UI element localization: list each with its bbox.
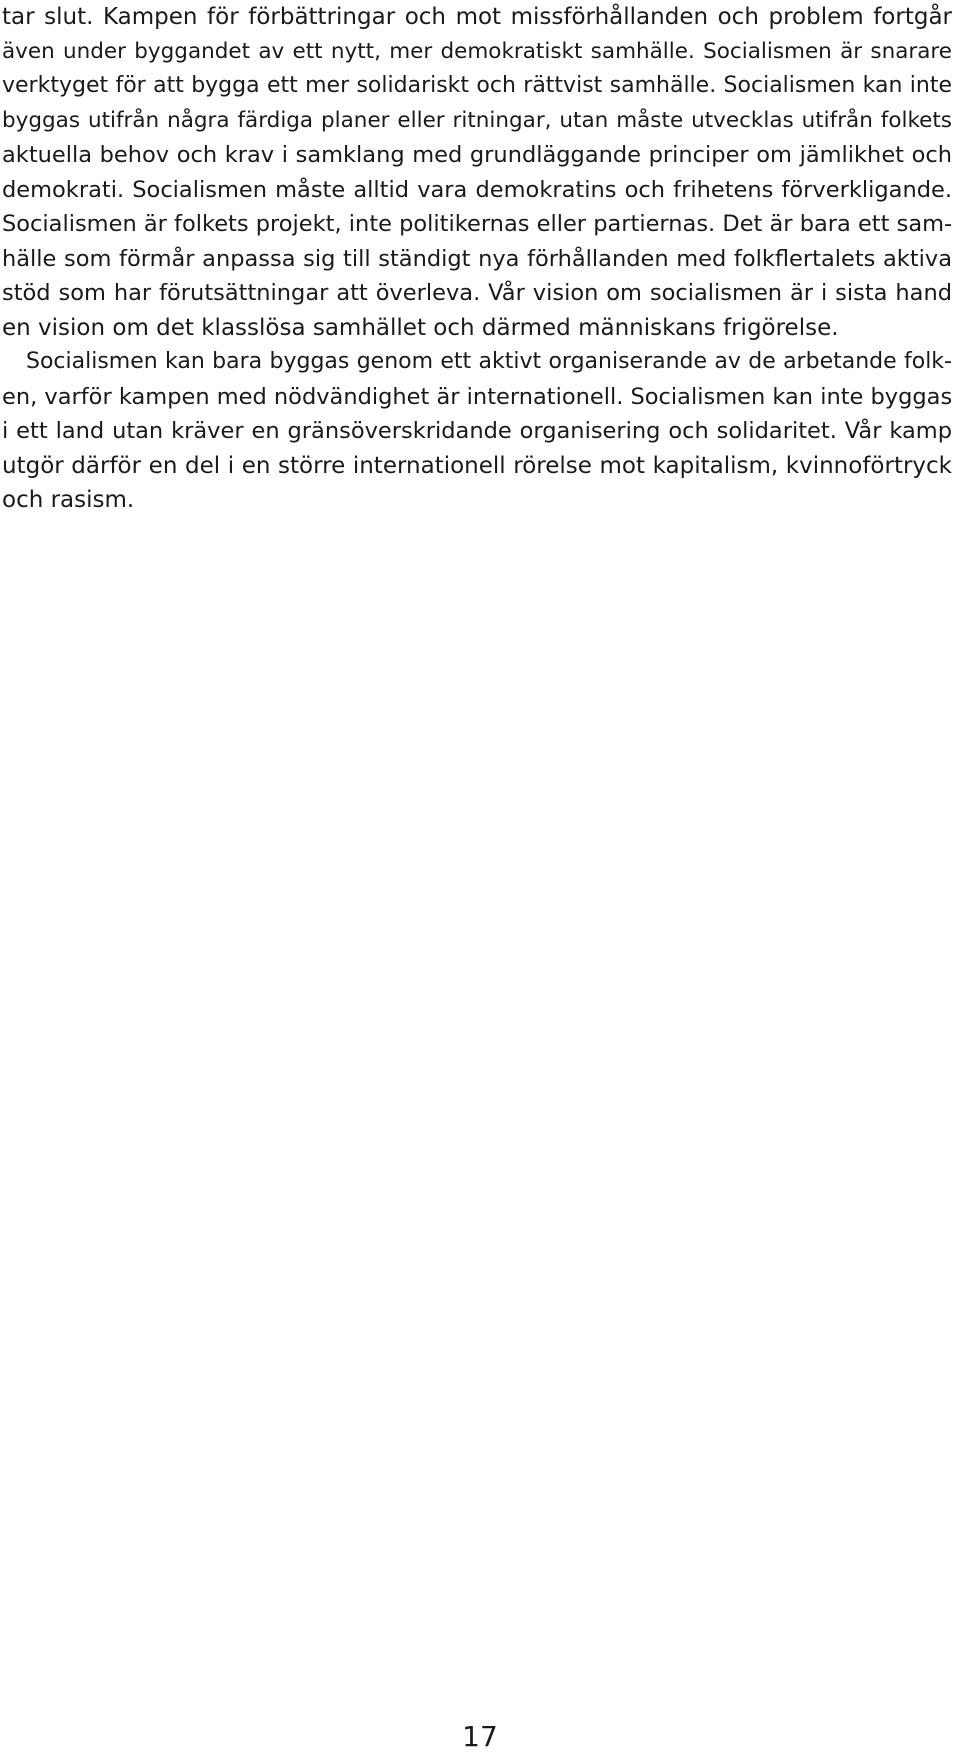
text-line: stöd som har förutsättningar att överleva. Vår vision om socialismen är i sista hand: [2, 280, 952, 306]
text-line: och rasism.: [2, 487, 135, 513]
page-number: 17: [462, 1720, 498, 1753]
body-text: [2, 0, 952, 518]
text-line: byggas utifrån några färdiga planer eller ritningar, utan måste utvecklas utifrån folkets: [2, 107, 952, 133]
text-line: utgör därför en del i en större internationell rörelse mot kapitalism, kvinnoförtryck: [2, 452, 952, 479]
text-line: tar slut. Kampen för förbättringar och mot missförhållanden och problem fortgår: [2, 4, 952, 30]
text-line: demokrati. Socialismen måste alltid vara demokratins och frihetens förverkligande.: [2, 176, 952, 203]
text-line: Socialismen kan bara byggas genom ett aktivt organiserande av de arbetande folk-: [26, 349, 952, 374]
text-line: även under byggandet av ett nytt, mer demokratiskt samhälle. Socialismen är snarare: [2, 38, 952, 64]
text-line: hälle som förmår anpassa sig till ständigt nya förhållanden med folkflertalets aktiva: [2, 245, 952, 272]
text-line: aktuella behov och krav i samklang med grundläggande principer om jämlikhet och: [2, 142, 952, 168]
text-line: en vision om det klasslösa samhället och därmed människans frigörelse.: [2, 314, 839, 341]
text-line: verktyget för att bygga ett mer solidariskt och rättvist samhälle. Socialismen kan inte: [2, 73, 952, 98]
text-line: en, varför kampen med nödvändighet är internationell. Socialismen kan inte byggas: [2, 383, 953, 410]
text-line: Socialismen är folkets projekt, inte politikernas eller partiernas. Det är bara ett sam-: [2, 211, 953, 237]
text-line: i ett land utan kräver en gränsöverskridande organisering och solidaritet. Vår kamp: [2, 418, 952, 444]
